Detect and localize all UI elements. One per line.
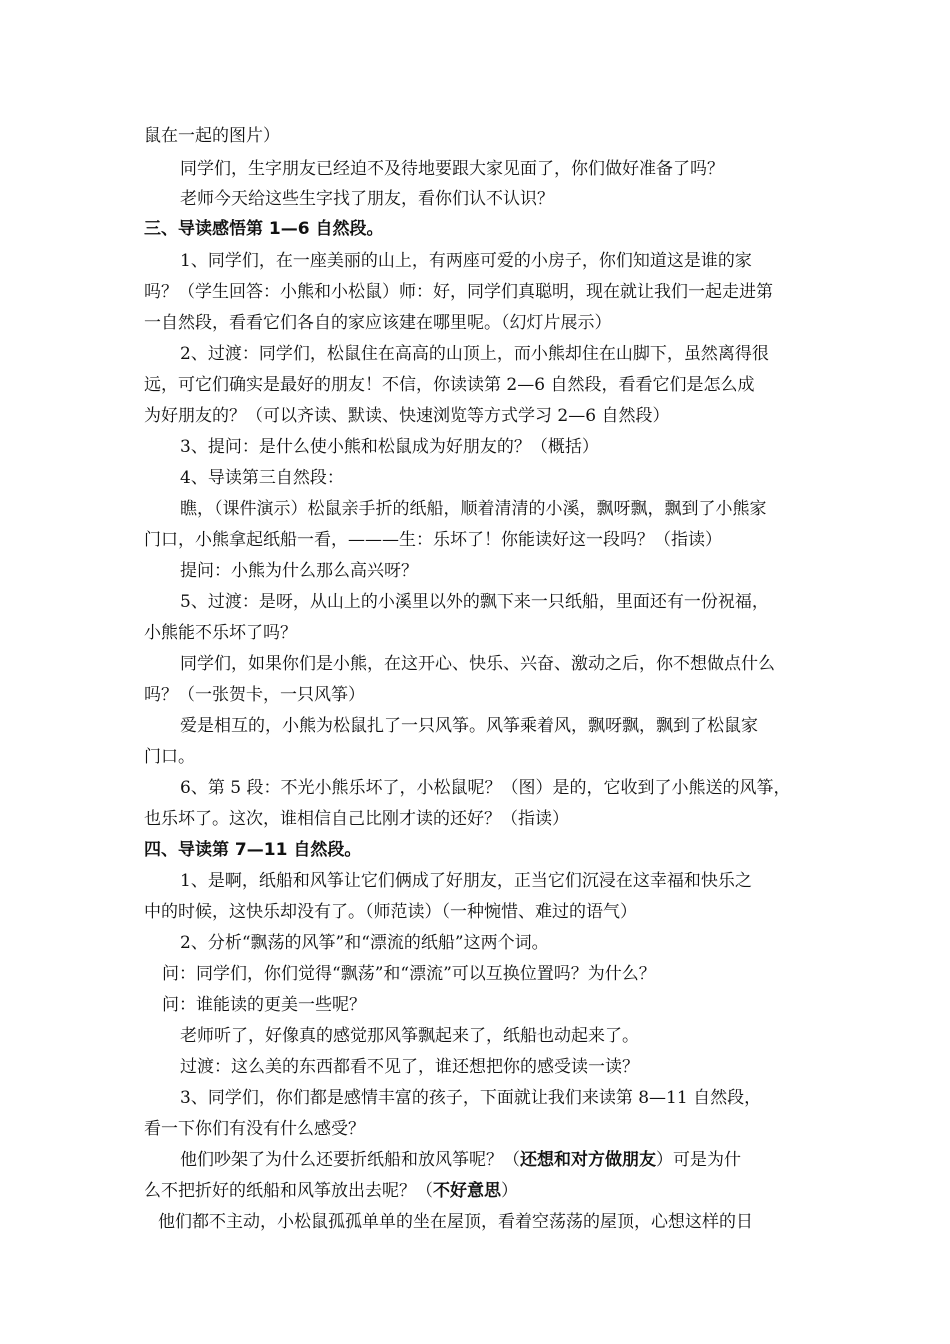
text-segment: ）可是为什 [656,1150,741,1170]
text-line: 问：谁能读的更美一些呢？ [162,995,366,1015]
text-line: 为好朋友的？（可以齐读、默读、快速浏览等方式学习 2—6 自然段） [144,406,670,426]
text-line: 3、同学们，你们都是感情丰富的孩子，下面就让我们来读第 8—11 自然段， [180,1088,762,1108]
text-line: 4、导读第三自然段： [180,468,344,488]
text-line: 也乐坏了。这次，谁相信自己比刚才读的还好？（指读） [144,809,569,829]
text-line: 过渡：这么美的东西都看不见了，谁还想把你的感受读一读？ [180,1057,639,1077]
text-line: 5、过渡：是呀，从山上的小溪里以外的飘下来一只纸船，里面还有一份祝福， [180,592,769,612]
text-line: 1、是啊，纸船和风筝让它们俩成了好朋友，正当它们沉浸在这幸福和快乐之 [180,871,752,891]
text-line: 吗？（学生回答：小熊和小松鼠）师：好，同学们真聪明，现在就让我们一起走进第 [144,282,773,302]
text-line: 中的时候，这快乐却没有了。（师范读）（一种惋惜、难过的语气） [144,902,637,922]
text-line: 3、提问：是什么使小熊和松鼠成为好朋友的？（概括） [180,437,599,457]
text-line: 一自然段，看看它们各自的家应该建在哪里呢。（幻灯片展示） [144,313,612,333]
text-line: 门口。 [144,747,195,767]
text-line: 2、过渡：同学们，松鼠住在高高的山顶上，而小熊却住在山脚下，虽然离得很 [180,344,769,364]
text-segment: ） [501,1181,518,1201]
text-line: 小熊能不乐坏了吗？ [144,623,297,643]
text-line: 爱是相互的，小熊为松鼠扎了一只风筝。风筝乘着风，飘呀飘，飘到了松鼠家 [180,716,758,736]
text-line: 提问：小熊为什么那么高兴呀？ [180,561,418,581]
emphasis-text: 还想和对方做朋友 [520,1150,656,1170]
text-line: 吗？（一张贺卡，一只风筝） [144,685,365,705]
text-line: 同学们，如果你们是小熊，在这开心、快乐、兴奋、激动之后，你不想做点什么 [180,654,775,674]
text-line: 2、分析“飘荡的风筝”和“漂流的纸船”这两个词。 [180,933,549,953]
text-line: 老师今天给这些生字找了朋友，看你们认不认识？ [180,189,554,209]
text-line: 看一下你们有没有什么感受？ [144,1119,365,1139]
text-line: 鼠在一起的图片） [144,126,280,146]
text-line: 1、同学们，在一座美丽的山上，有两座可爱的小房子，你们知道这是谁的家 [180,251,752,271]
section-heading: 四、导读第 7—11 自然段。 [144,840,362,860]
text-line: 瞧，（课件演示）松鼠亲手折的纸船，顺着清清的小溪，飘呀飘，飘到了小熊家 [180,499,767,519]
text-segment: 么不把折好的纸船和风筝放出去呢？（ [144,1181,433,1201]
text-segment: 他们吵架了为什么还要折纸船和放风筝呢？（ [180,1150,520,1170]
emphasis-text: 不好意思 [433,1181,501,1201]
text-line [180,1148,741,1172]
text-line: 老师听了，好像真的感觉那风筝飘起来了，纸船也动起来了。 [180,1026,639,1046]
text-line: 门口，小熊拿起纸船一看，———生：乐坏了！你能读好这一段吗？（指读） [144,530,722,550]
text-line: 同学们，生字朋友已经迫不及待地要跟大家见面了，你们做好准备了吗？ [180,159,724,179]
text-line: 远，可它们确实是最好的朋友！不信，你读读第 2—6 自然段，看看它们是怎么成 [144,375,755,395]
text-line: 问：同学们，你们觉得“飘荡”和“漂流”可以互换位置吗？为什么？ [162,964,656,984]
section-heading: 三、导读感悟第 1—6 自然段。 [144,219,384,239]
text-line: 他们都不主动，小松鼠孤孤单单的坐在屋顶，看着空荡荡的屋顶，心想这样的日 [158,1212,753,1232]
text-line [144,1179,518,1203]
text-line: 6、第 5 段：不光小熊乐坏了，小松鼠呢？（图）是的，它收到了小熊送的风筝， [180,778,791,798]
